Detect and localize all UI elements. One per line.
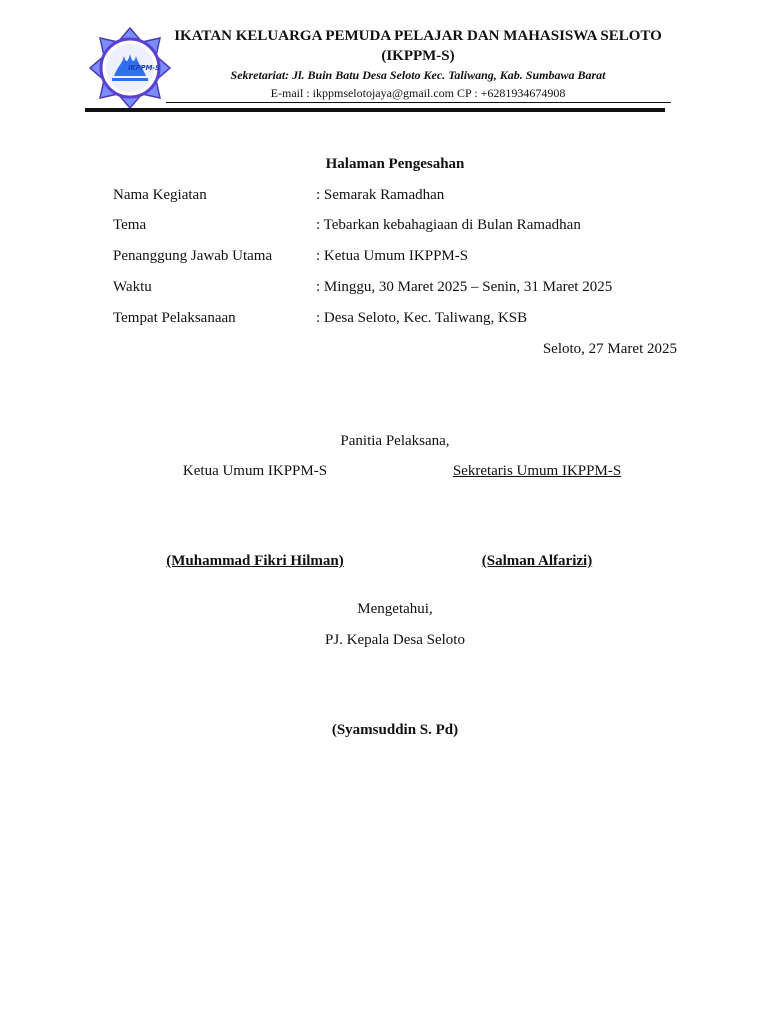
- right-signatory-role: [402, 462, 672, 481]
- detail-label: Tempat Pelaksanaan: [113, 310, 236, 326]
- contact-info: E-mail : ikppmselotojaya@gmail.com CP : +6281934674908: [270, 86, 566, 100]
- official-role: PJ. Kepala Desa Seloto: [325, 632, 465, 648]
- right-signatory-name: [402, 552, 672, 571]
- acknowledge-label: Mengetahui,: [357, 601, 433, 617]
- logo-text: IKPPM-S: [128, 64, 160, 72]
- detail-label: Penanggung Jawab Utama: [113, 248, 273, 264]
- organization-abbreviation: (IKPPM-S): [381, 48, 455, 64]
- letterhead-divider-thin: [166, 102, 671, 103]
- document-title: Halaman Pengesahan: [325, 156, 465, 172]
- left-signatory-name-text: (Muhammad Fikri Hilman): [166, 553, 344, 569]
- right-signatory-role-text: Sekretaris Umum IKPPM-S: [452, 463, 622, 479]
- left-signatory-name: [120, 552, 390, 571]
- right-signatory-name-text: (Salman Alfarizi): [481, 553, 593, 569]
- detail-label: Nama Kegiatan: [113, 187, 207, 203]
- left-signatory-role: Ketua Umum IKPPM-S: [182, 463, 328, 479]
- detail-label: Tema: [113, 217, 147, 233]
- committee-label: Panitia Pelaksana,: [340, 433, 450, 449]
- detail-value: : Minggu, 30 Maret 2025 – Senin, 31 Maret 2025: [316, 279, 613, 295]
- letterhead-divider-thick: [85, 108, 665, 112]
- detail-value: : Ketua Umum IKPPM-S: [316, 248, 469, 264]
- detail-label: Waktu: [113, 279, 152, 295]
- detail-value: : Semarak Ramadhan: [316, 187, 445, 203]
- secretariat-address: Sekretariat: Jl. Buin Batu Desa Seloto Kec. Taliwang, Kab. Sumbawa Barat: [230, 68, 606, 82]
- detail-value: : Desa Seloto, Kec. Taliwang, KSB: [316, 310, 528, 326]
- organization-name: IKATAN KELUARGA PEMUDA PELAJAR DAN MAHASISWA SELOTO: [174, 28, 662, 44]
- place-and-date: Seloto, 27 Maret 2025: [542, 341, 677, 357]
- detail-value: : Tebarkan kebahagiaan di Bulan Ramadhan: [316, 217, 581, 233]
- official-name: (Syamsuddin S. Pd): [331, 722, 459, 738]
- organization-logo: [88, 26, 172, 110]
